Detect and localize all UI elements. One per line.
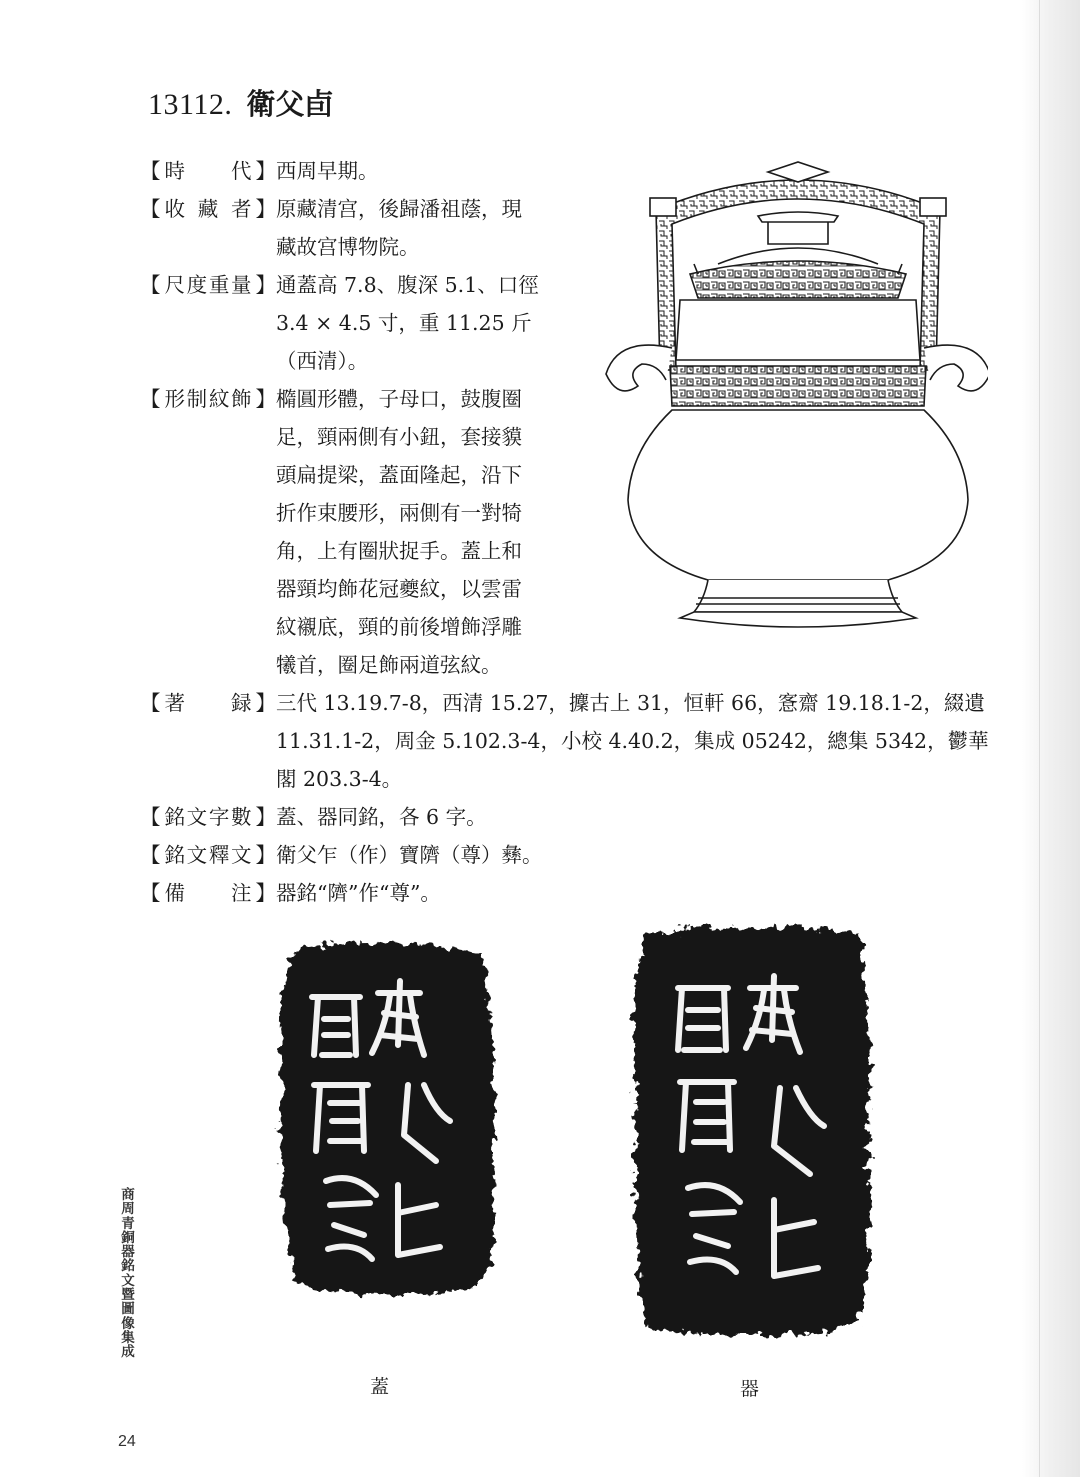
field-value: 三代 13.19.7-8，西清 15.27，攈古上 31，恒軒 66，愙齋 19.18.1-2，綴遺 11.31.1-2，周金 5.102.3-4，小校 4.40.2，集成 05242，總集 5342，鬱華 閣 203.3-4。 — [276, 691, 989, 791]
page-edge-line — [1039, 0, 1040, 1477]
page-number: 24 — [118, 1433, 136, 1450]
page-fold-shadow — [1022, 0, 1080, 1477]
field-value: 衛父乍（作）寶隮（尊）彝。 — [276, 843, 543, 867]
vessel-rubbing-caption: 器 — [740, 1378, 760, 1400]
field-label: 【 銘 文 釋 文 】 — [140, 843, 276, 867]
field-label: 【 著 録 】 — [140, 691, 276, 715]
lid-inscription-rubbing — [268, 935, 506, 1305]
field-label: 【 尺 度 重 量 】 — [140, 273, 276, 297]
field-notes — [140, 874, 1016, 912]
field-label: 【 銘 文 字 數 】 — [140, 805, 276, 829]
field-bibliography — [140, 684, 1016, 798]
entry-number: 13112. — [148, 88, 233, 121]
vessel-inscription-rubbing — [624, 912, 878, 1345]
field-inscription-transcription — [140, 836, 1016, 874]
series-title: 商周青銅器銘文暨圖像集成 — [121, 1187, 135, 1361]
field-label: 【 形 制 紋 飾 】 — [140, 387, 276, 411]
field-label: 【 備 注 】 — [140, 881, 276, 905]
field-value: 蓋、器同銘，各 6 字。 — [276, 805, 487, 829]
field-label: 【 收 藏 者 】 — [140, 197, 276, 221]
field-value: 橢圓形體，子母口，鼓腹圈 足，頸兩側有小鈕，套接貘 頭扁提梁，蓋面隆起，沿下 折作束腰形，兩側有一對犄 角，上有圈狀捉手。蓋上和 器頸均飾花冠夔紋，以雲雷 紋襯底，頸的前後增飾浮雕 犧首，圈足飾兩道弦紋。 — [276, 387, 522, 677]
field-inscription-count — [140, 798, 1016, 836]
entry-title — [148, 82, 333, 123]
lid-rubbing-caption: 蓋 — [370, 1376, 390, 1398]
field-value: 西周早期。 — [276, 159, 379, 183]
entry-name: 衛父卣 — [246, 87, 334, 121]
field-value: 器銘“隮”作“尊”。 — [276, 881, 441, 905]
vessel-line-drawing — [598, 160, 988, 632]
field-value: 通蓋高 7.8、腹深 5.1、口徑 3.4 × 4.5 寸，重 11.25 斤 （西清）。 — [276, 273, 539, 373]
field-value: 原藏清宫，後歸潘祖蔭，現 藏故宫博物院。 — [276, 197, 522, 259]
field-label: 【 時 代 】 — [140, 159, 276, 183]
